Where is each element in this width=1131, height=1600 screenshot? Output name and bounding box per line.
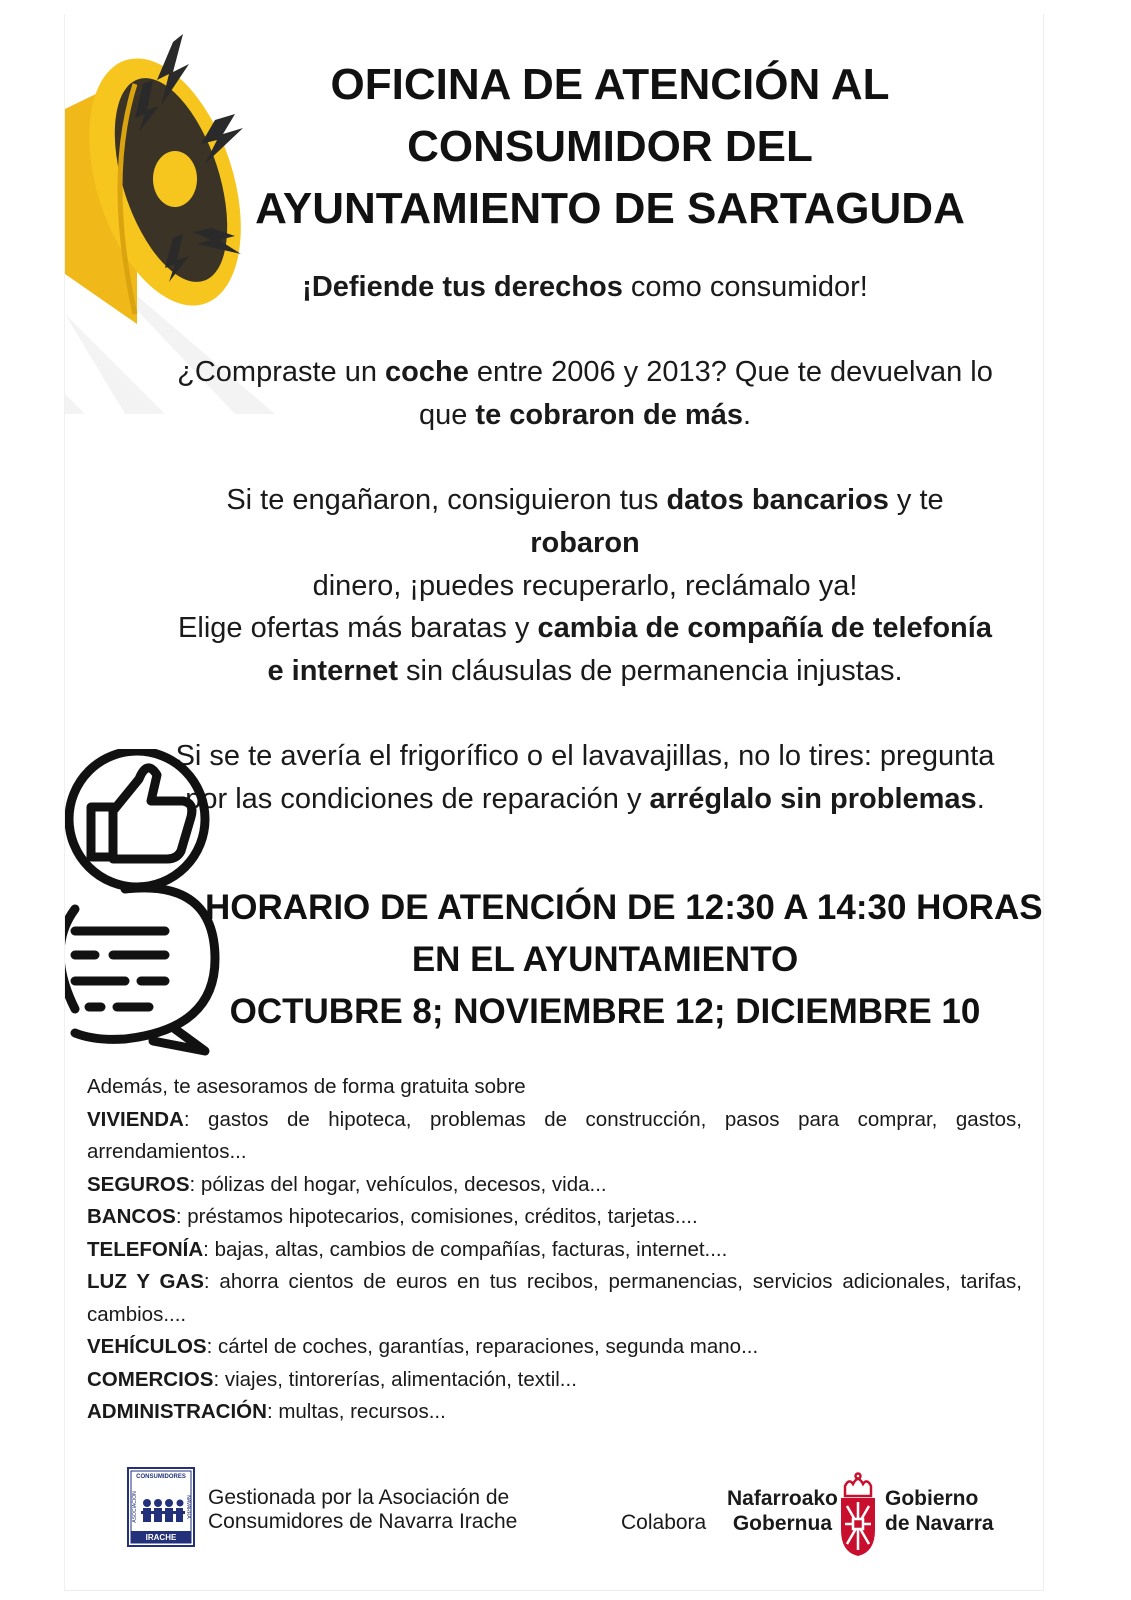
topic-text: : ahorra cientos de euros en tus recibos, permanencias, servicios adicionales, tarifas, cambios....: [87, 1270, 1022, 1326]
managed-by-text: [208, 1486, 517, 1534]
topic-text: : multas, recursos...: [266, 1400, 446, 1423]
gov-right-line-1: Gobierno: [885, 1487, 979, 1510]
list-item: [87, 1104, 1022, 1169]
topic-text: : bajas, altas, cambios de compañías, facturas, internet....: [203, 1237, 728, 1261]
topic-text: : viajes, tintorerías, alimentación, textil...: [213, 1367, 577, 1391]
schedule-line-1: HORARIO DE ATENCIÓN DE 12:30 A 14:30 HORAS: [205, 888, 1043, 927]
topic-label: COMERCIOS: [87, 1367, 214, 1391]
logo-text-bottom: IRACHE: [145, 1533, 177, 1542]
topic-label: VIVIENDA: [87, 1107, 184, 1131]
gov-right-line-2: de Navarra: [885, 1512, 994, 1535]
paragraph-car: [175, 351, 995, 437]
text: Si se te avería el frigorífico o el lavavajillas, no lo tires: pregunta: [175, 740, 995, 772]
tagline: [175, 266, 995, 309]
text: que: [418, 399, 476, 431]
irache-logo: [127, 1467, 195, 1547]
text: ¿Compraste un: [177, 356, 386, 388]
list-item: [87, 1169, 1022, 1202]
topic-label: BANCOS: [87, 1205, 176, 1228]
text: .: [976, 783, 985, 815]
bold-text: te cobraron de más: [475, 399, 743, 431]
text: entre 2006 y 2013? Que te devuelvan lo: [468, 356, 993, 388]
topic-label: ADMINISTRACIÓN: [87, 1400, 267, 1423]
topic-label: TELEFONÍA: [87, 1237, 204, 1261]
bold-text: arréglalo sin problemas: [649, 783, 977, 815]
managed-line-2: Consumidores de Navarra Irache: [208, 1510, 518, 1533]
text: y te: [888, 484, 944, 516]
schedule-line-3: OCTUBRE 8; NOVIEMBRE 12; DICIEMBRE 10: [229, 992, 981, 1031]
logo-text-top: CONSUMIDORES: [136, 1474, 186, 1480]
topic-label: VEHÍCULOS: [87, 1335, 207, 1358]
paragraph-fraud: [175, 479, 995, 608]
topic-label: LUZ Y GAS: [87, 1270, 204, 1293]
gov-left-line-2: Gobernua: [732, 1512, 833, 1535]
gov-left-line-1: Nafarroako: [727, 1487, 838, 1510]
title-line-2: CONSUMIDOR DEL: [407, 122, 813, 171]
schedule-block: [205, 882, 1043, 1038]
text: sin cláusulas de permanencia injustas.: [397, 655, 903, 687]
logo-text-left: ASOCIACIÓN: [132, 1491, 138, 1523]
bold-text: coche: [385, 356, 469, 388]
logo-text-right: NAVARRA: [185, 1495, 191, 1519]
managed-line-1: Gestionada por la Asociación de: [208, 1486, 510, 1509]
tagline-rest: como consumidor!: [622, 271, 868, 303]
navarra-basque-name: [727, 1486, 838, 1536]
title-line-1: OFICINA DE ATENCIÓN AL: [330, 60, 890, 109]
text: dinero, ¡puedes recuperarlo, reclámalo ya!: [312, 570, 858, 602]
text: Elige ofertas más baratas y: [178, 612, 538, 644]
bold-text: datos bancarios: [666, 484, 889, 516]
tagline-bold: ¡Defiende tus derechos: [302, 271, 623, 303]
bold-text: e internet: [267, 655, 398, 687]
paragraph-repair: [175, 735, 995, 821]
list-item: [87, 1234, 1022, 1267]
topic-text: : pólizas del hogar, vehículos, decesos, vida...: [189, 1172, 607, 1196]
list-item: [87, 1201, 1022, 1234]
flyer-page: [64, 14, 1044, 1591]
navarra-spanish-name: [885, 1486, 994, 1536]
colabora-label: Colabora: [621, 1511, 707, 1534]
list-item: [87, 1396, 1022, 1429]
bold-text: cambia de compañía de telefonía: [537, 612, 992, 644]
text: .: [742, 399, 752, 431]
topic-text: : gastos de hipoteca, problemas de construcción, pasos para comprar, gastos, arrendamientos...: [87, 1107, 1022, 1163]
bold-text: robaron: [530, 527, 640, 559]
paragraph-telephony: [175, 607, 995, 693]
text: por las condiciones de reparación y: [185, 783, 650, 815]
list-item: [87, 1331, 1022, 1364]
services-list: [87, 1071, 1022, 1429]
topic-text: : préstamos hipotecarios, comisiones, créditos, tarjetas....: [175, 1205, 698, 1228]
topic-text: : cártel de coches, garantías, reparaciones, segunda mano...: [206, 1335, 759, 1358]
list-item: [87, 1364, 1022, 1397]
list-item: [87, 1266, 1022, 1331]
topic-label: SEGUROS: [87, 1172, 190, 1196]
title-line-3: AYUNTAMIENTO DE SARTAGUDA: [255, 184, 965, 233]
text: Si te engañaron, consiguieron tus: [226, 484, 667, 516]
services-intro: Además, te asesoramos de forma gratuita sobre: [87, 1075, 526, 1098]
schedule-line-2: EN EL AYUNTAMIENTO: [411, 940, 799, 979]
navarra-shield-icon: [837, 1472, 879, 1558]
page-title: [215, 54, 1005, 240]
